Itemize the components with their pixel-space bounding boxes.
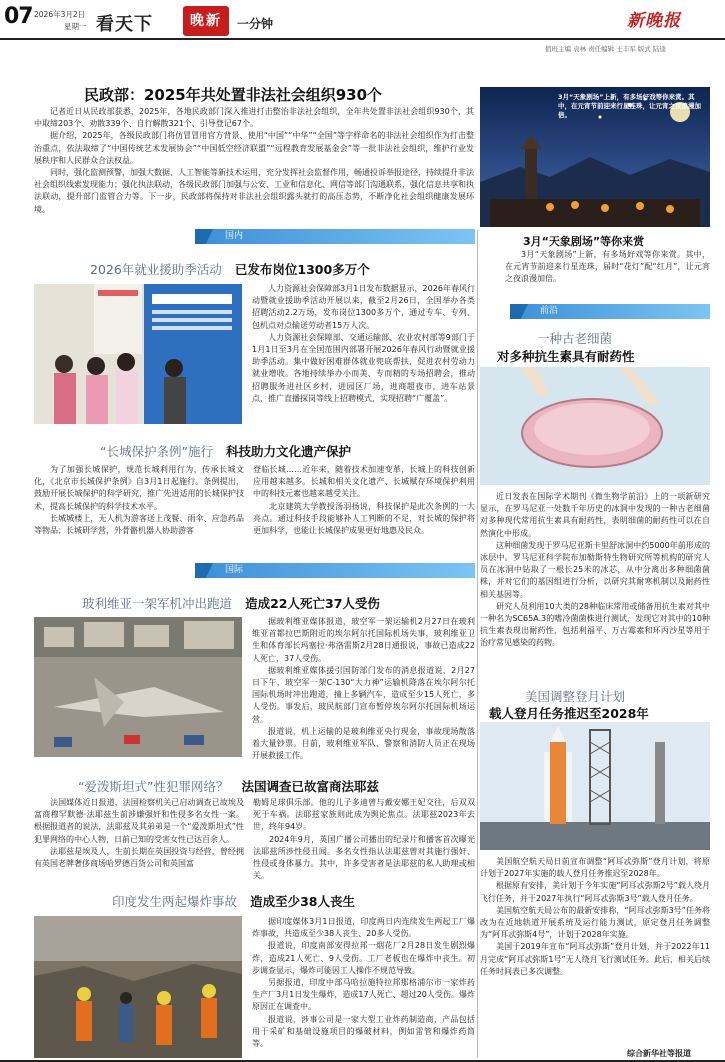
india-para-3: 另据报道，印度中部马哈拉施特拉邦那格浦尔市一家炸药生产厂3月1日发生爆炸，造成17人死亡、超过20人受伤。爆炸原因正在调查中。	[252, 978, 475, 1012]
bolivia-para-3: 报道说，机上运输的是玻利维亚央行现金，事故现场散落着大量钞票。目前，玻利维亚军队、警察和消防人员正在现场开展救援工作。	[252, 726, 475, 761]
jobs-body	[252, 283, 475, 423]
fungus-para-3: 研究人员利用10大类的28种临床常用或储备用抗生素对其中一种名为SC65A.3的嗜冷菌菌株进行测试，发现它对其中的10种抗生素表现出耐药性，包括利福平、万古霉素和环丙沙星等用于治疗常见感染的药物。	[480, 601, 710, 648]
rocket-photo	[480, 722, 710, 850]
explosion-site-svg	[34, 916, 242, 1058]
india-para-4: 报道说，涉事公司是一家大型工业炸药制造商，产品包括用于采矿和基础设施项目的爆破材料，例如雷管和爆炸药筒等。	[252, 1014, 475, 1049]
wall-body-col2	[253, 464, 475, 549]
tag-frontier-label: 前沿	[540, 306, 559, 316]
nasa-kicker: 美国调整登月计划	[525, 689, 626, 704]
faeyez-para-4: 2024年9月，英国广播公司播出的纪录片和播客首次曝光法耶兹所涉性侵丑闻。多名女性指认法耶兹曾对其施行强奸、性侵或身体暴力。其中，许多受害者是法耶兹的私人助理或相关。	[253, 834, 475, 881]
staff-line: 值班主编 袁林 责任编辑 王丰军 版式 陆逵	[545, 45, 666, 53]
masthead-rule	[0, 38, 725, 40]
bolivia-kicker: 玻利维亚一架军机冲出跑道	[82, 596, 233, 611]
jobs-para-2: 人力资源社会保障部、交通运输部、农业农村部等9部门于1月1日至3月在全国范围内部署开展2026年春风行动暨就业援助季活动。集中做好困难群体就业兜底帮扶，促进农村劳动力就业增收。各地持续举办小而美、专而精的专场招聘会，推动招聘服务进社区乡村，进园区厂场，进商超夜市，进车站景点，推广直播探岗等线上招聘模式，实现招聘“广覆盖”。	[252, 332, 475, 403]
seal-text: 晚新	[190, 13, 222, 29]
lead-para-3: 同时，强化监测预警，加强大数据、人工智能等新技术运用，充分发挥社会监督作用，畅通投诉举报途径，持续提升非法社会组织线索发现能力；强化执法联动，各级民政部门加强与公安、工业和信息化、网信等部门沟通联系，强化信息共享和执法联动，提升部门监管合力等。下一步，民政部将保持对非法社会组织露头就打的高压态势，不断净化社会组织健康发展环境。	[34, 168, 474, 214]
india-title: 造成至少38人丧生	[250, 894, 356, 909]
lead-para-1: 记者近日从民政部获悉，2025年，各地民政部门深入推进打击整治非法社会组织，全年共处置非法社会组织930个，其中取缔203个、劝散339个、自行解散321个、引导登记67个。	[34, 107, 474, 129]
faeyez-kicker: “爱泼斯坦式”性犯罪网络？	[78, 779, 229, 794]
crash-site-svg	[34, 617, 242, 757]
india-para-1: 据印度媒体3月1日报道，印度两日内连续发生两起工厂爆炸事故，共造成至少38人丧生、20多人受伤。	[252, 917, 475, 939]
section-title: 看天下	[96, 14, 153, 35]
jobs-kicker: 2026年就业援助季活动	[90, 262, 222, 277]
wall-title: 科技助力文化遗产保护	[226, 444, 352, 459]
wall-kicker: “长城保护条例”施行	[100, 444, 213, 459]
tag-domestic	[195, 229, 475, 244]
slogan: 一分钟	[237, 17, 274, 31]
nasa-title: 载人登月任务推迟至2028年	[489, 706, 649, 721]
bolivia-para-2: 据玻利维亚媒体援引国防部门发布的消息报道说，2月27日下午，玻空军一架C-130“大力神”运输机降落在埃尔阿尔托国际机场时冲出跑道，撞上多辆汽车，造成至少15人死亡，多人受伤。事发后，玻民航部门宣布暂停埃尔阿尔托国际机场运营。	[252, 665, 475, 724]
footer-source: 综合新华社等报道	[627, 1049, 691, 1058]
fungus-body	[480, 491, 710, 648]
issue-weekday: 星期一	[64, 22, 87, 31]
india-kicker: 印度发生两起爆炸事故	[112, 894, 238, 909]
rocket-svg	[480, 722, 710, 850]
theater-title: 3月“天象剧场”等你来赏	[523, 235, 645, 248]
nasa-para-3: 美国航空航天局公布的最新安排称，“阿耳忒弥斯3号”任务将改为在近地轨道开展系统及运行能力测试，原定登月任务调整为“阿耳忒弥斯4号”，计划于2028年实施。	[480, 905, 710, 940]
theater-caption-text: 3月“天象剧场”上新，有多场好戏等你来赏。其中，在元宵节前迎来行星连珠，届时“花灯”配“红月”，让元宵之夜浪漫加倍。	[505, 250, 710, 284]
india-body	[252, 916, 475, 1060]
sky-scene-photo	[480, 87, 710, 227]
jobs-title: 已发布岗位1300多万个	[234, 262, 370, 277]
nasa-para-1: 美国航空航天局日前宣布调整“阿耳忒弥斯”登月计划，将原计划于2027年实施的载人登月任务推迟至2028年。	[480, 857, 710, 879]
theater-caption	[505, 249, 710, 299]
petri-dish-photo	[480, 367, 710, 485]
newspaper-logo: 新晚报	[627, 11, 681, 31]
issue-date: 2026年3月2日	[34, 10, 86, 19]
bolivia-body	[252, 616, 475, 762]
faeyez-body-col2	[253, 797, 475, 881]
tag-domestic-label: 国内	[225, 231, 244, 241]
job-fair-svg	[34, 284, 242, 424]
jobs-headline	[90, 259, 370, 278]
wall-para-4: 北京建筑大学教授汤羽扬说，科技保护是此次条例的一大亮点。通过科技手段能够补人工判断的不足，对长城的保护将更加科学，也能让长城保护成果更好地惠及民众。	[253, 501, 475, 536]
fungus-para-2: 这种细菌发现于罗马尼亚斯卡里舒冰洞中约5000年前形成的冰层中。罗马尼亚科学院布加勒斯特生物研究所等机构的研究人员在冰洞中钻取了一根长25米的冰芯，从中分离出多种细菌菌株，并对它们的基因组进行分析，以研究其耐寒机制以及耐药性相关基因等。	[480, 540, 710, 599]
tag-international-label: 国际	[225, 565, 244, 575]
india-para-2: 报道说，印度南部安得拉邦一烟花厂2月28日发生剧烈爆炸，造成21人死亡、9人受伤。工厂老板也在爆炸中丧生。初步调查显示，爆炸可能因工人操作不规范导致。	[252, 941, 475, 975]
tag-international	[195, 563, 475, 578]
nasa-para-4: 美国于2019年宣布“阿耳忒弥斯”登月计划，并于2022年11月完成“阿耳忒弥斯1号”无人绕月飞行测试任务。此后，相关后续任务时间表已多次调整。	[480, 942, 710, 976]
wall-body-col1	[34, 464, 244, 549]
faeyez-headline	[78, 776, 379, 795]
photo-overlay-text: 3月“天象剧场”上新，有多场好戏等你来赏。其中，在元宵节前迎来行星连珠，让元宵之夜浪漫加倍。	[558, 93, 701, 119]
wall-para-1: 为了加强长城保护，规范长城利用行为，传承长城文化，《北京市长城保护条例》自3月1日起施行。条例提出，鼓励开展长城保护的科学研究，推广先进适用的长城保护技术，提高长城保护的科学技术水平。	[34, 465, 244, 511]
faeyez-para-3: 勒姆足球俱乐部。他的儿子多迪曾与戴安娜王妃交往，后双双死于车祸。法耶兹家族则此成为舆论焦点。法耶兹2023年去世，终年94岁。	[253, 798, 475, 832]
crash-site-photo	[34, 617, 242, 757]
faeyez-para-2: 法耶兹是埃及人，生前长期在英国投资与经营，曾经拥有英国老牌奢侈商场哈罗德百货公司和英国富	[34, 846, 244, 869]
faeyez-para-1: 法国媒体近日报道，法国检察机关已启动调查已故埃及富商穆罕默德·法耶兹生前涉嫌强奸和性侵多名女性一案。根据报道者的说法，法耶兹及其弟弟是一个“爱泼斯坦式”性犯罪网络的中心人物，日前已知的受害女性已达百余人。	[34, 798, 244, 844]
jobs-para-1: 人力资源社会保障部3月1日发布数据显示，2026年春风行动暨就业援助季活动开展以来，截至2月26日，全国举办各类招聘活动2.2万场，发布岗位1300多万个，通过专车、专列、包机点对点输送劳动者15万人次。	[252, 284, 475, 330]
wall-headline	[100, 441, 351, 460]
wall-para-2: 长城城楼上，无人机为游客送上茂餐、雨伞、应急药品等物品；长城研学营，外骨骼机器人协助游客	[34, 513, 244, 536]
bolivia-title: 造成22人死亡37人受伤	[245, 596, 380, 611]
petri-dish-svg	[480, 367, 710, 485]
nasa-body	[480, 856, 710, 1044]
page-number: 07	[4, 4, 33, 29]
bolivia-headline	[82, 593, 380, 612]
bolivia-para-1: 据玻利维亚媒体报道，玻空军一架运输机2月27日在玻利维亚首都拉巴斯附近的埃尔阿尔托国际机场失事，玻利维亚卫生和体育部长玛塞拉·弗洛雷斯2月28日通报说，事故已造成22人死亡，37人受伤。	[252, 617, 475, 663]
tag-frontier	[510, 304, 710, 319]
fungus-title: 对多种抗生素具有耐药性	[497, 349, 635, 364]
fungus-kicker: 一种古老细菌	[537, 331, 613, 346]
lead-para-2: 据介绍，2025年，各级民政部门将仿冒冒用官方背景、使用“中国”“中华”“全国”等字样命名的非法社会组织作为打击整治重点，依法取缔了“中国传统艺术发展协会”“中国低空经济联盟”“远程教育发展基金会”等一批非法社会组织，维护行业发展秩序和人民群众合法权益。	[34, 131, 474, 165]
fungus-para-1: 近日发表在国际学术期刊《微生物学前沿》上的一项新研究显示，在罗马尼亚一处数千年历史的冰洞中发现的一种古老细菌对多种现代常用抗生素具有耐药性，表明细菌的耐药性可以在自然演化中形成。	[480, 492, 710, 538]
faeyez-body-col1	[34, 797, 244, 877]
faeyez-title: 法国调查已故富商法耶兹	[241, 779, 380, 794]
wall-para-3: 登临长城……近年来，随着技术加速变革，长城上的科技创新应用越来越多。长城和相关文化遗产、长城赋存环境保护利用中的科技元素也越来越受关注。	[253, 465, 475, 499]
explosion-site-photo	[34, 916, 242, 1058]
masthead	[0, 0, 725, 53]
nasa-para-2: 根据原有安排，美计划于今年实施“阿耳忒弥斯2号”载人绕月飞行任务，并于2027年执行“阿耳忒弥斯3号”载人登月任务。	[480, 881, 710, 903]
seal-logo	[183, 6, 229, 36]
lead-title: 民政部：2025年共处置非法社会组织930个	[84, 86, 383, 104]
job-fair-photo	[34, 284, 242, 424]
india-headline	[112, 891, 355, 910]
column-divider	[477, 230, 478, 1058]
